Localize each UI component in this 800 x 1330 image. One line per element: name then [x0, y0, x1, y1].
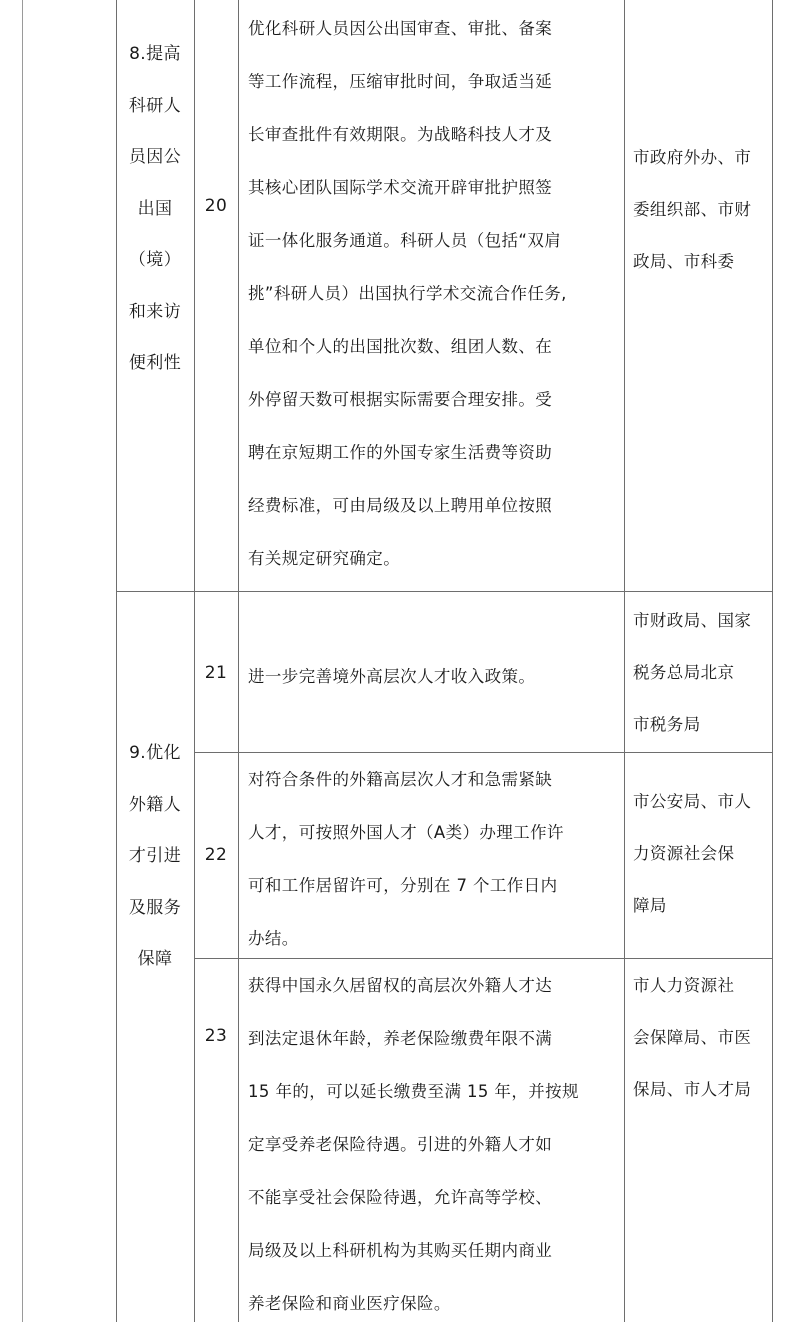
content-line: 有关规定研究确定。 — [248, 549, 401, 568]
item-number-22: 22 — [204, 845, 228, 865]
content-line: 不能享受社会保险待遇，允许高等学校、 — [248, 1188, 553, 1207]
content-line: 15 年的，可以延长缴费至满 15 年，并按规 — [248, 1082, 579, 1101]
content-line: 定享受养老保险待遇。引进的外籍人才如 — [248, 1135, 553, 1154]
dept-line: 市财政局、国家 — [633, 611, 752, 630]
item-number-20: 20 — [204, 196, 228, 216]
content-line: 外停留天数可根据实际需要合理安排。受 — [248, 390, 553, 409]
item-content-20 — [238, 2, 624, 585]
category-line: 才引进 — [128, 846, 182, 866]
item-content-23 — [238, 959, 624, 1330]
dept-line: 市税务局 — [633, 715, 701, 734]
dept-line: 市人力资源社 — [633, 976, 735, 995]
category-line: 科研人 — [128, 95, 182, 116]
dept-line: 保局、市人才局 — [633, 1080, 752, 1099]
category-line: （境） — [128, 250, 182, 270]
content-line: 获得中国永久居留权的高层次外籍人才达 — [248, 976, 553, 995]
item-dept-20 — [624, 132, 772, 288]
category-line: 便利性 — [128, 353, 182, 373]
dept-line: 市公安局、市人 — [633, 792, 752, 811]
category-line: 外籍人 — [128, 794, 182, 815]
content-line: 进一步完善境外高层次人才收入政策。 — [248, 667, 536, 686]
dept-line: 障局 — [633, 896, 667, 915]
dept-line: 会保障局、市医 — [633, 1028, 752, 1047]
category-line: 员因公 — [128, 147, 182, 167]
dept-line: 政局、市科委 — [633, 252, 735, 271]
item-dept-22 — [624, 776, 772, 932]
content-line: 办结。 — [248, 929, 299, 948]
category-line: 和来访 — [128, 301, 182, 322]
content-line: 等工作流程，压缩审批时间，争取适当延 — [248, 72, 553, 91]
category-line: 保障 — [137, 949, 173, 969]
table-right-border — [772, 0, 773, 1322]
item-content-21 — [238, 650, 624, 703]
dept-line: 力资源社会保 — [633, 844, 735, 863]
content-line: 证一体化服务通道。科研人员（包括“双肩 — [248, 231, 562, 250]
category-line: 及服务 — [128, 897, 182, 918]
content-line: 对符合条件的外籍高层次人才和急需紧缺 — [248, 770, 553, 789]
content-line: 聘在京短期工作的外国专家生活费等资助 — [248, 443, 553, 462]
content-line: 经费标准，可由局级及以上聘用单位按照 — [248, 496, 553, 515]
item-content-22 — [238, 753, 624, 965]
content-line: 可和工作居留许可，分别在 7 个工作日内 — [248, 876, 558, 895]
category-cell-9 — [116, 728, 194, 986]
item-number-21: 21 — [204, 663, 228, 683]
item-number-23: 23 — [204, 1026, 228, 1046]
item-dept-23 — [624, 960, 772, 1116]
category-line: 8.提高 — [129, 44, 181, 64]
item-dept-21 — [624, 595, 772, 751]
row-divider-8-9 — [116, 591, 773, 592]
outer-left-border — [22, 0, 23, 1322]
category-cell-8 — [116, 29, 194, 390]
dept-line: 税务总局北京 — [633, 663, 735, 682]
content-line: 人才，可按照外国人才（A类）办理工作许 — [248, 823, 564, 842]
dept-line: 委组织部、市财 — [633, 200, 752, 219]
content-line: 养老保险和商业医疗保险。 — [248, 1294, 451, 1313]
content-line: 局级及以上科研机构为其购买任期内商业 — [248, 1241, 553, 1260]
content-line: 其核心团队国际学术交流开辟审批护照签 — [248, 178, 553, 197]
category-line: 9.优化 — [129, 743, 181, 763]
content-line: 挑”科研人员）出国执行学术交流合作任务, — [248, 284, 567, 303]
content-line: 到法定退休年龄，养老保险缴费年限不满 — [248, 1029, 553, 1048]
content-line: 优化科研人员因公出国审查、审批、备案 — [248, 19, 553, 38]
category-line: 出国 — [137, 198, 173, 219]
dept-line: 市政府外办、市 — [633, 148, 752, 167]
content-line: 单位和个人的出国批次数、组团人数、在 — [248, 337, 553, 356]
content-line: 长审查批件有效期限。为战略科技人才及 — [248, 125, 553, 144]
